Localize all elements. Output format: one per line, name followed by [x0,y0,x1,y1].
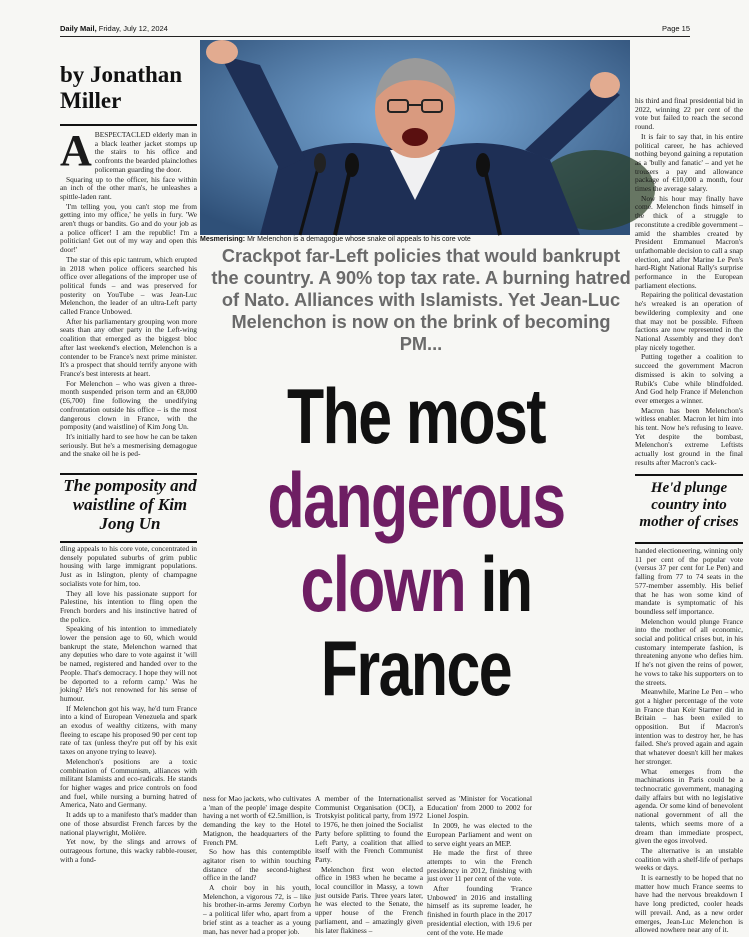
page-masthead [60,24,690,36]
article-column-1-bottom [60,545,197,865]
headline-line-1: The most [287,372,545,460]
article-column-2 [203,794,311,936]
paragraph: After his parliamentary grouping won more seats than any other party in the Left-wing coalition that emerged as the biggest bloc after last weekend's election, Melenchon is a contender to be France's next prime minister. It's a prospect that should terrify anyone with France's best interests at heart. [60,316,197,378]
paragraph: The alternative is an unstable coalition with a shelf-life of perhaps weeks or days. [635,845,743,873]
pull-quote-rule-top [60,473,197,475]
article-column-3 [315,794,423,935]
byline: by Jonathan Miller [60,62,183,113]
paragraph: Yet now, by the slings and arrows of outrageous fortune, this wacky rabble-rouser, with a fond- [60,837,197,864]
paragraph: It's initially hard to see how he can be taken seriously. But he's a mesmerising demagogue and the snake oil he is ped- [60,431,197,459]
masthead-rule [60,36,690,37]
paragraph: ness for Mao jackets, who cultivates a 'man of the people' image despite having a net worth of €2.5million, is demanding the key to the Hotel Matignon, the headquarters of the French PM. [203,794,311,847]
page-number: Page 15 [662,24,690,33]
paragraph: Melenchon's positions are a toxic combination of Communism, alliances with militant Islamists and eco-radicals. He stands for higher wages and price controls on food and fuel, while nursing a burning hatred of America, Nato and Germany. [60,756,197,810]
pull-quote-right-rule-bottom [635,542,743,544]
paragraph: It adds up to a manifesto that's madder than one of those absurdist French farces by the national playwright, Molière. [60,810,197,837]
paragraph: Meanwhile, Marine Le Pen – who got a higher percentage of the vote in France than Keir Starmer did in Britain – has been exiled to opposition. But if Macron's intention was to destroy her, he has failed. She's proved again and again that whatever doesn't kill her makes her stronger. [635,687,743,766]
paragraph: Now his hour may finally have come. Melenchon finds himself in the thick of a struggle to reconstitute a credible government – amid the shambles created by President Emmanuel Macron's unfathomable decision to call a snap election, and after Marine Le Pen's hard-Right National Rally's surprise performance in the European parliament elections. [635,193,743,290]
pull-quote-right: He'd plunge country into mother of crises [639,480,739,530]
paragraph: In 2009, he was elected to the European Parliament and went on to serve eight years an MEP. [427,821,532,848]
paragraph: It is earnestly to be hoped that no matter how much France seems to have had the nervous breakdown I have long predicted, cooler heads will prevail. And, as a new order emerges, Jean-Luc Melenchon is allowed nowhere near any of it. [635,873,743,935]
headline [200,374,632,710]
standfirst: Crackpot far-Left policies that would bankrupt the country. A 90% top tax rate. A burning hatred of Nato. Alliances with Islamists. Yet Jean-Luc Melenchon is now on the brink of becoming PM... [211,246,631,354]
paragraph: After founding 'France Unbowed' in 2016 and installing himself as its supreme leader, he finished in fourth place in the 2017 presidential election, with 19.6 per cent of the vote. He made [427,884,532,937]
paragraph: Squaring up to the officer, his face within an inch of the other man's, he unleashes a spittle-laden rant. [60,174,197,201]
pull-quote-right-rule-top [635,474,743,476]
paragraph: For Melenchon – who was given a three-month suspended prison term and an €8,000 (£6,700) fine following the unedifying confrontation outside his office – is the most dangerous clown in France, with the pomposity (and waistline) of Kim Jong Un. [60,378,197,432]
paragraph: What emerges from the machinations in Paris could be a technocratic government, managing daily affairs but with no legislative agenda. Or some kind of benevolent national government of all the talents, which seems more of a dream than immediate prospect, given the egos involved. [635,766,743,846]
photo-melenchon [200,40,630,235]
drop-cap: A [60,126,92,175]
pull-quote-left: The pomposity and waistline of Kim Jong Un [63,476,197,533]
photo-caption: Mesmerising: Mr Melenchon is a demagogue whose snake oil appeals to his core vote [200,236,471,243]
first-paragraph: ABESPECTACLED elderly man in a black leather jacket stomps up the stairs to his office and confronts the bearded plainclothes policeman guarding the door. [60,126,197,175]
paragraph: handed electioneering, winning only 11 per cent of the popular vote (versus 37 per cent for Le Pen) and falling from 77 to 74 seats in the 577-member assembly. His belief that he has won some kind of mandate is symptomatic of his boundless self importance. [635,546,743,616]
paragraph: dling appeals to his core vote, concentrated in densely populated suburbs of grim public housing with large immigrant populations. Just as in Islington, plenty of champagne socialists vote for him, too. [60,544,197,588]
headline-line-4: France [320,624,512,712]
paragraph: Repairing the political devastation he's wreaked is an operation of bewildering complexity and one that may not be possible. Fifteen factions are now represented in the National Assembly and they don't play nicely together. [635,290,743,352]
paragraph: served as 'Minister for Vocational Education' from 2000 to 2002 for Lionel Jospin. [427,794,532,821]
article-column-4 [427,794,532,937]
headline-line-3: clown in [300,540,532,628]
pull-quote-rule-bottom [60,541,197,543]
photo-illustration [200,40,630,235]
paragraph: He made the first of three attempts to win the French presidency in 2012, finishing with just over 11 per cent of the vote. [427,848,532,884]
paper-name: Daily Mail, [60,24,97,33]
paragraph: Macron has been Melenchon's witless enabler. Macron let him into his tent. Now he's refusing to leave. Yet despite the bombast, Melenchon's extreme Leftists actually lost ground in the final results after Macron's cack- [635,405,743,467]
paragraph: It is fair to say that, in his entire political career, he has achieved nothing beyond gaining a reputation as a 'bully and fanatic' – and yet he trousers a pay and allowance package of €10,000 a month, four times the average salary. [635,131,743,194]
issue-date: Friday, July 12, 2024 [96,24,168,33]
paragraph: If Melenchon got his way, he'd turn France into a kind of European Venezuela and spark an exodus of wealthy citizens, with many fleeing to escape his proposed 90 per cent top rate of tax (unless they're put off by his exit taxes on anyone trying to leave). [60,703,197,757]
paragraph: Melenchon would plunge France into the mother of all economic, social and political crises but, in his customary intemperate fashion, is threatening anyone who defies him. If he's not given the reins of power, he vows to take his supporters on to the streets. [635,616,743,687]
paragraph: Speaking of his intention to immediately lower the pension age to 60, which would bankrupt the state, Melenchon warned that any deputies who dare to vote against it 'will be named, registered and handed over to the People. That's democracy. I hope they will not be deported to a reform camp.' Was he joking? He's not renowned for his sense of humour. [60,624,197,703]
paragraph: They all love his passionate support for Palestine, his intention to fling open the French borders and his instinctive hatred of the police. [60,588,197,624]
paragraph: The star of this epic tantrum, which erupted in 2018 when police officers searched his office over allegations of the improper use of political funds – and was preserved for posterity on YouTube – was Jean-Luc Melenchon, the leader of an ultra-Left party called France Unbowed. [60,254,197,317]
paragraph: Putting together a coalition to succeed the government Macron dismissed is akin to solving a Rubik's Cube while blindfolded. And God help France if Melenchon ever emerges a winner. [635,352,743,405]
paragraph: A choir boy in his youth, Melenchon, a vigorous 72, is – like his brother-in-arms Jeremy Corbyn – a political lifer who, apart from a brief stint as a teacher as a young man, has never had a proper job. [203,883,311,936]
paragraph: his third and final presidential bid in 2022, winning 22 per cent of the vote but failed to reach the second round. [635,96,743,132]
paragraph: Melenchon first won elected office in 1983 when he became a local councillor in Massy, a town just outside Paris. Three years later, he was elected to the Senate, the upper house of the French parliament, and – amazingly given his later flakiness – [315,864,423,935]
article-column-5-top [635,97,743,469]
paragraph: A member of the Internationalist Communist Organisation (OCI), a Trotskyist political party, from 1972 to 1976, he then joined the Socialist Party before splitting to found the Left Party, a coalition that allied itself with the French Communist Party. [315,794,423,864]
article-column-1-top [60,126,197,471]
paragraph: 'I'm telling you, you can't stop me from getting into my office,' he yells in fury. 'We aren't thugs or bandits. Go and do your job as a police officer! I am the republic! I'm a politician! Get out of my way and open this door!' [60,201,197,255]
article-column-5-bottom [635,546,743,935]
headline-line-2: dangerous [267,456,565,544]
paragraph: So how has this contemptible agitator risen to within touching distance of the second-highest office in the land? [203,847,311,883]
